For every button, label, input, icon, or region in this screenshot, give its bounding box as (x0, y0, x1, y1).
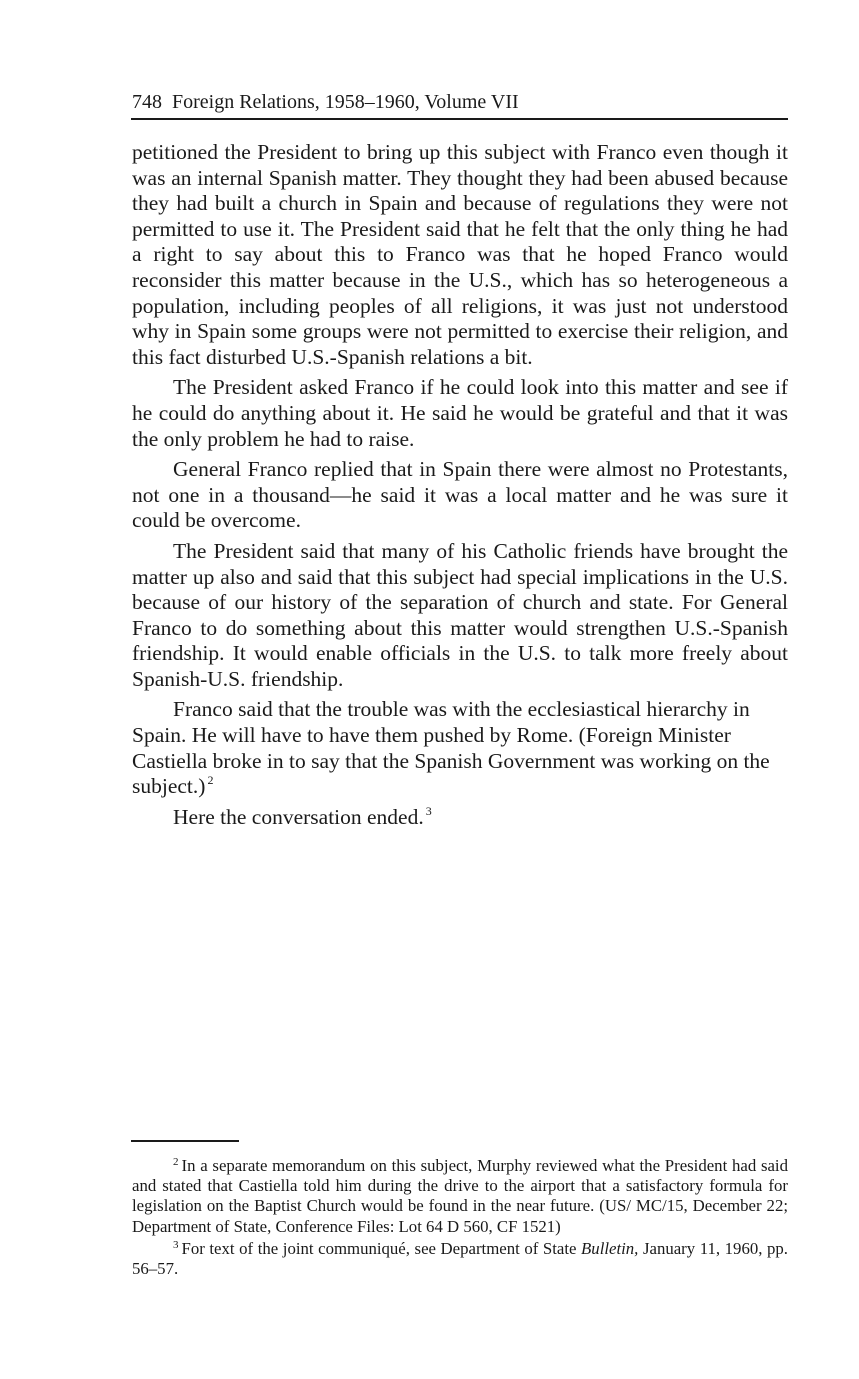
footnote-number: 2 (173, 1156, 179, 1168)
header-rule (131, 118, 788, 120)
paragraph: petitioned the President to bring up this subject with Franco even though it was an internal Spanish matter. They thought they had been abused because they had built a church in Spain and because of regulations they were not permitted to use it. The President said that he felt that the only thing he had a right to say about this to Franco was that he hoped Franco would reconsider this matter because in the U.S., which has so heterogeneous a population, including peoples of all religions, it was just not understood why in Spain some groups were not permitted to exercise their religion, and this fact disturbed U.S.-Spanish relations a bit. (132, 140, 788, 369)
paragraph: The President said that many of his Catholic friends have brought the matter up also and said that this subject had special implications in the U.S. because of our history of the separation of church and state. For General Franco to do something about this matter would strengthen U.S.-Spanish friendship. It would enable officials in the U.S. to talk more freely about Spanish-U.S. friendship. (132, 538, 788, 691)
paragraph: Franco said that the trouble was with the ecclesiastical hierarchy in Spain. He will have to have them pushed by Rome. (Foreign Minister Castiella broke in to say that the Spanish Government was working on the subject.) $^2$ (132, 697, 770, 799)
paragraph: Here the conversation ended. $^3$ (173, 803, 432, 829)
running-title: Foreign Relations, 1958–1960, Volume VII (172, 91, 519, 113)
body-text (132, 140, 788, 835)
footnotes (132, 1156, 788, 1281)
footnote-ref[interactable]: 2 (207, 773, 214, 788)
footnote-rule (131, 1140, 239, 1142)
footnote: $^2$ In a separate memorandum on this subject, Murphy reviewed what the President had said and stated that Castiella told him during the drive to the airport that a satisfactory formula for legislation on the Baptist Church would be found in the near future. (US/ MC/15, December 22; Department of State, Conference Files: Lot 64 D 560, CF 1521) (132, 1156, 788, 1236)
running-head (132, 88, 788, 116)
footnote-number: 3 (173, 1238, 179, 1251)
footnote: $^3$ For text of the joint communiqué, see Department of State Bulletin, January 11, 1960, pp. 56–57. (132, 1238, 788, 1279)
paragraph: The President asked Franco if he could look into this matter and see if he could do anything about it. He said he would be grateful and that it was the only problem he had to raise. (132, 375, 788, 451)
publication-title: Bulletin, (581, 1238, 639, 1258)
page-number: 748 (132, 91, 162, 113)
paragraph: General Franco replied that in Spain there were almost no Protestants, not one in a thousand—he said it was a local matter and he was sure it could be overcome. (132, 457, 788, 533)
footnote-ref[interactable]: 3 (425, 803, 432, 818)
